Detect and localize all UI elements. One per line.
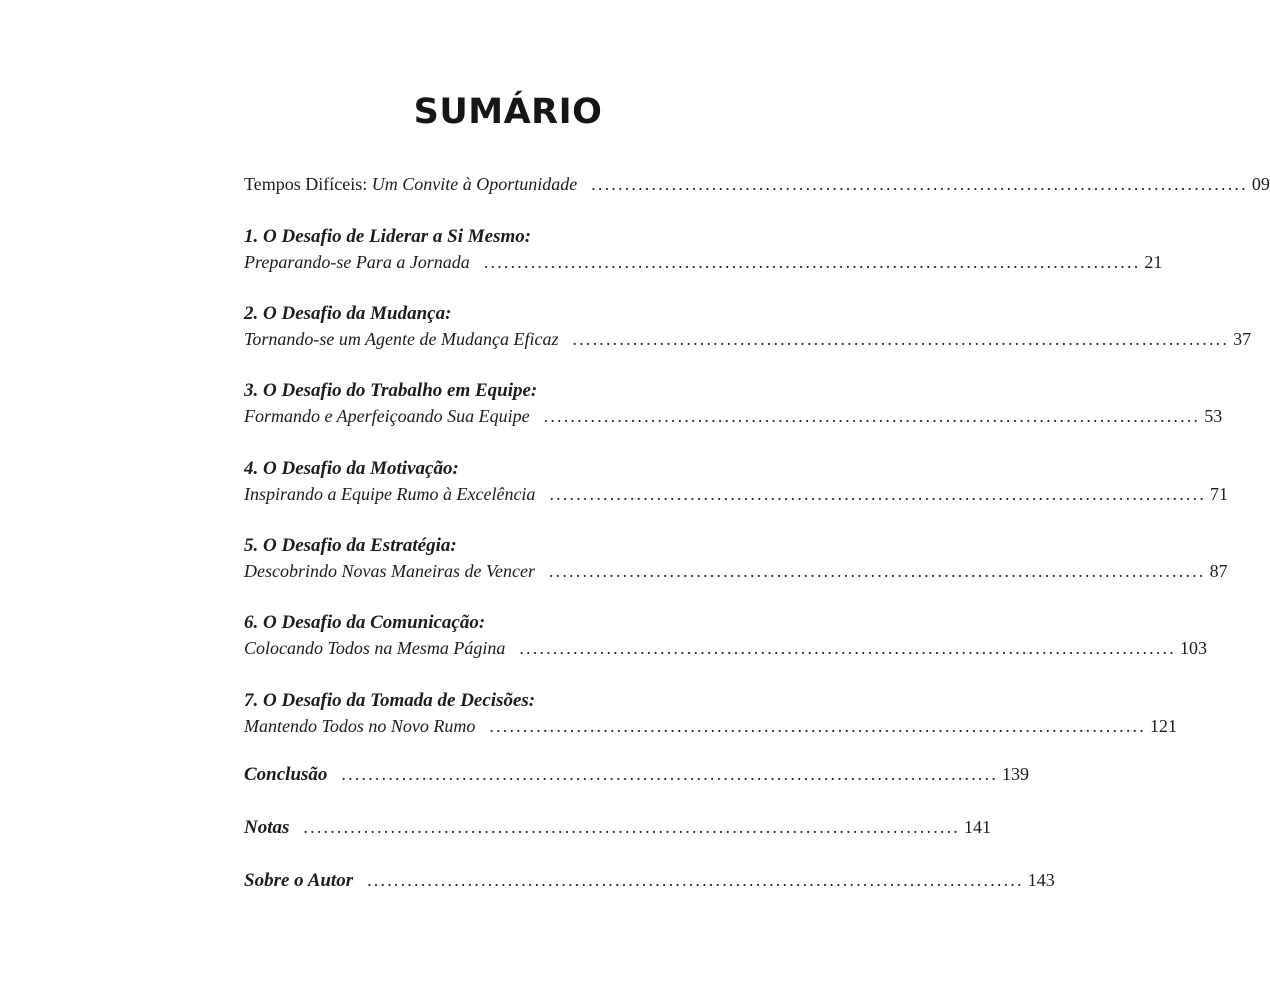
toc-entry-intro[interactable]	[244, 172, 1270, 196]
chapter-subtitle: Colocando Todos na Mesma Página	[244, 638, 506, 658]
chapter-heading: 7. O Desafio da Tomada de Decisões:	[244, 690, 536, 711]
dot-leader: ..................................................................................................	[543, 406, 1201, 426]
chapter-subtitle: Preparando-se Para a Jornada	[244, 252, 470, 272]
chapter-subtitle: Formando e Aperfeiçoando Sua Equipe	[244, 406, 530, 426]
entry-label: Notas	[244, 817, 290, 838]
page-number: 87	[1209, 561, 1228, 581]
dot-leader: ..................................................................................................	[303, 817, 961, 837]
dot-leader: ..................................................................................................	[519, 638, 1176, 658]
chapter-heading: 5. O Desafio da Estratégia:	[244, 535, 457, 556]
toc-entry-notes[interactable]	[244, 815, 992, 839]
dot-leader: ..................................................................................................	[591, 174, 1248, 194]
intro-label: Tempos Difíceis:	[244, 174, 372, 194]
dot-leader: ..................................................................................................	[572, 329, 1230, 349]
dot-leader: ..................................................................................................	[483, 252, 1141, 272]
chapter-heading: 3. O Desafio do Trabalho em Equipe:	[244, 380, 538, 401]
page-number: 21	[1144, 252, 1163, 272]
page-number: 121	[1149, 716, 1177, 736]
chapter-heading: 2. O Desafio da Mudança:	[244, 303, 452, 324]
entry-label: Conclusão	[244, 764, 328, 785]
chapter-heading: 4. O Desafio da Motivação:	[244, 458, 459, 479]
chapter-subtitle: Descobrindo Novas Maneiras de Vencer	[244, 561, 535, 581]
chapter-subtitle: Inspirando a Equipe Rumo à Excelência	[244, 484, 536, 504]
page-number: 09	[1251, 174, 1270, 194]
dot-leader: ..................................................................................................	[341, 764, 999, 784]
entry-label: Sobre o Autor	[244, 870, 354, 891]
page-number: 37	[1233, 329, 1252, 349]
chapter-heading: 6. O Desafio da Comunicação:	[244, 612, 486, 633]
chapter-heading: 1. O Desafio de Liderar a Si Mesmo:	[244, 226, 532, 247]
dot-leader: ..................................................................................................	[549, 484, 1207, 504]
chapter-subtitle: Tornando-se um Agente de Mudança Eficaz	[244, 329, 559, 349]
toc-entry-conclusion[interactable]	[244, 762, 1030, 786]
page-number: 71	[1210, 484, 1229, 504]
dot-leader: ..................................................................................................	[367, 870, 1024, 890]
dot-leader: ..................................................................................................	[489, 716, 1146, 736]
page-title: SUMÁRIO	[413, 92, 603, 132]
chapter-subtitle: Mantendo Todos no Novo Rumo	[244, 716, 476, 736]
page-number: 143	[1027, 870, 1055, 890]
toc-entry-about-author[interactable]	[244, 868, 1055, 892]
page-number: 139	[1002, 764, 1030, 784]
page-number: 53	[1204, 406, 1223, 426]
page-number: 141	[964, 817, 992, 837]
dot-leader: ..................................................................................................	[548, 561, 1206, 581]
intro-subtitle: Um Convite à Oportunidade	[371, 174, 578, 194]
page-number: 103	[1179, 638, 1207, 658]
